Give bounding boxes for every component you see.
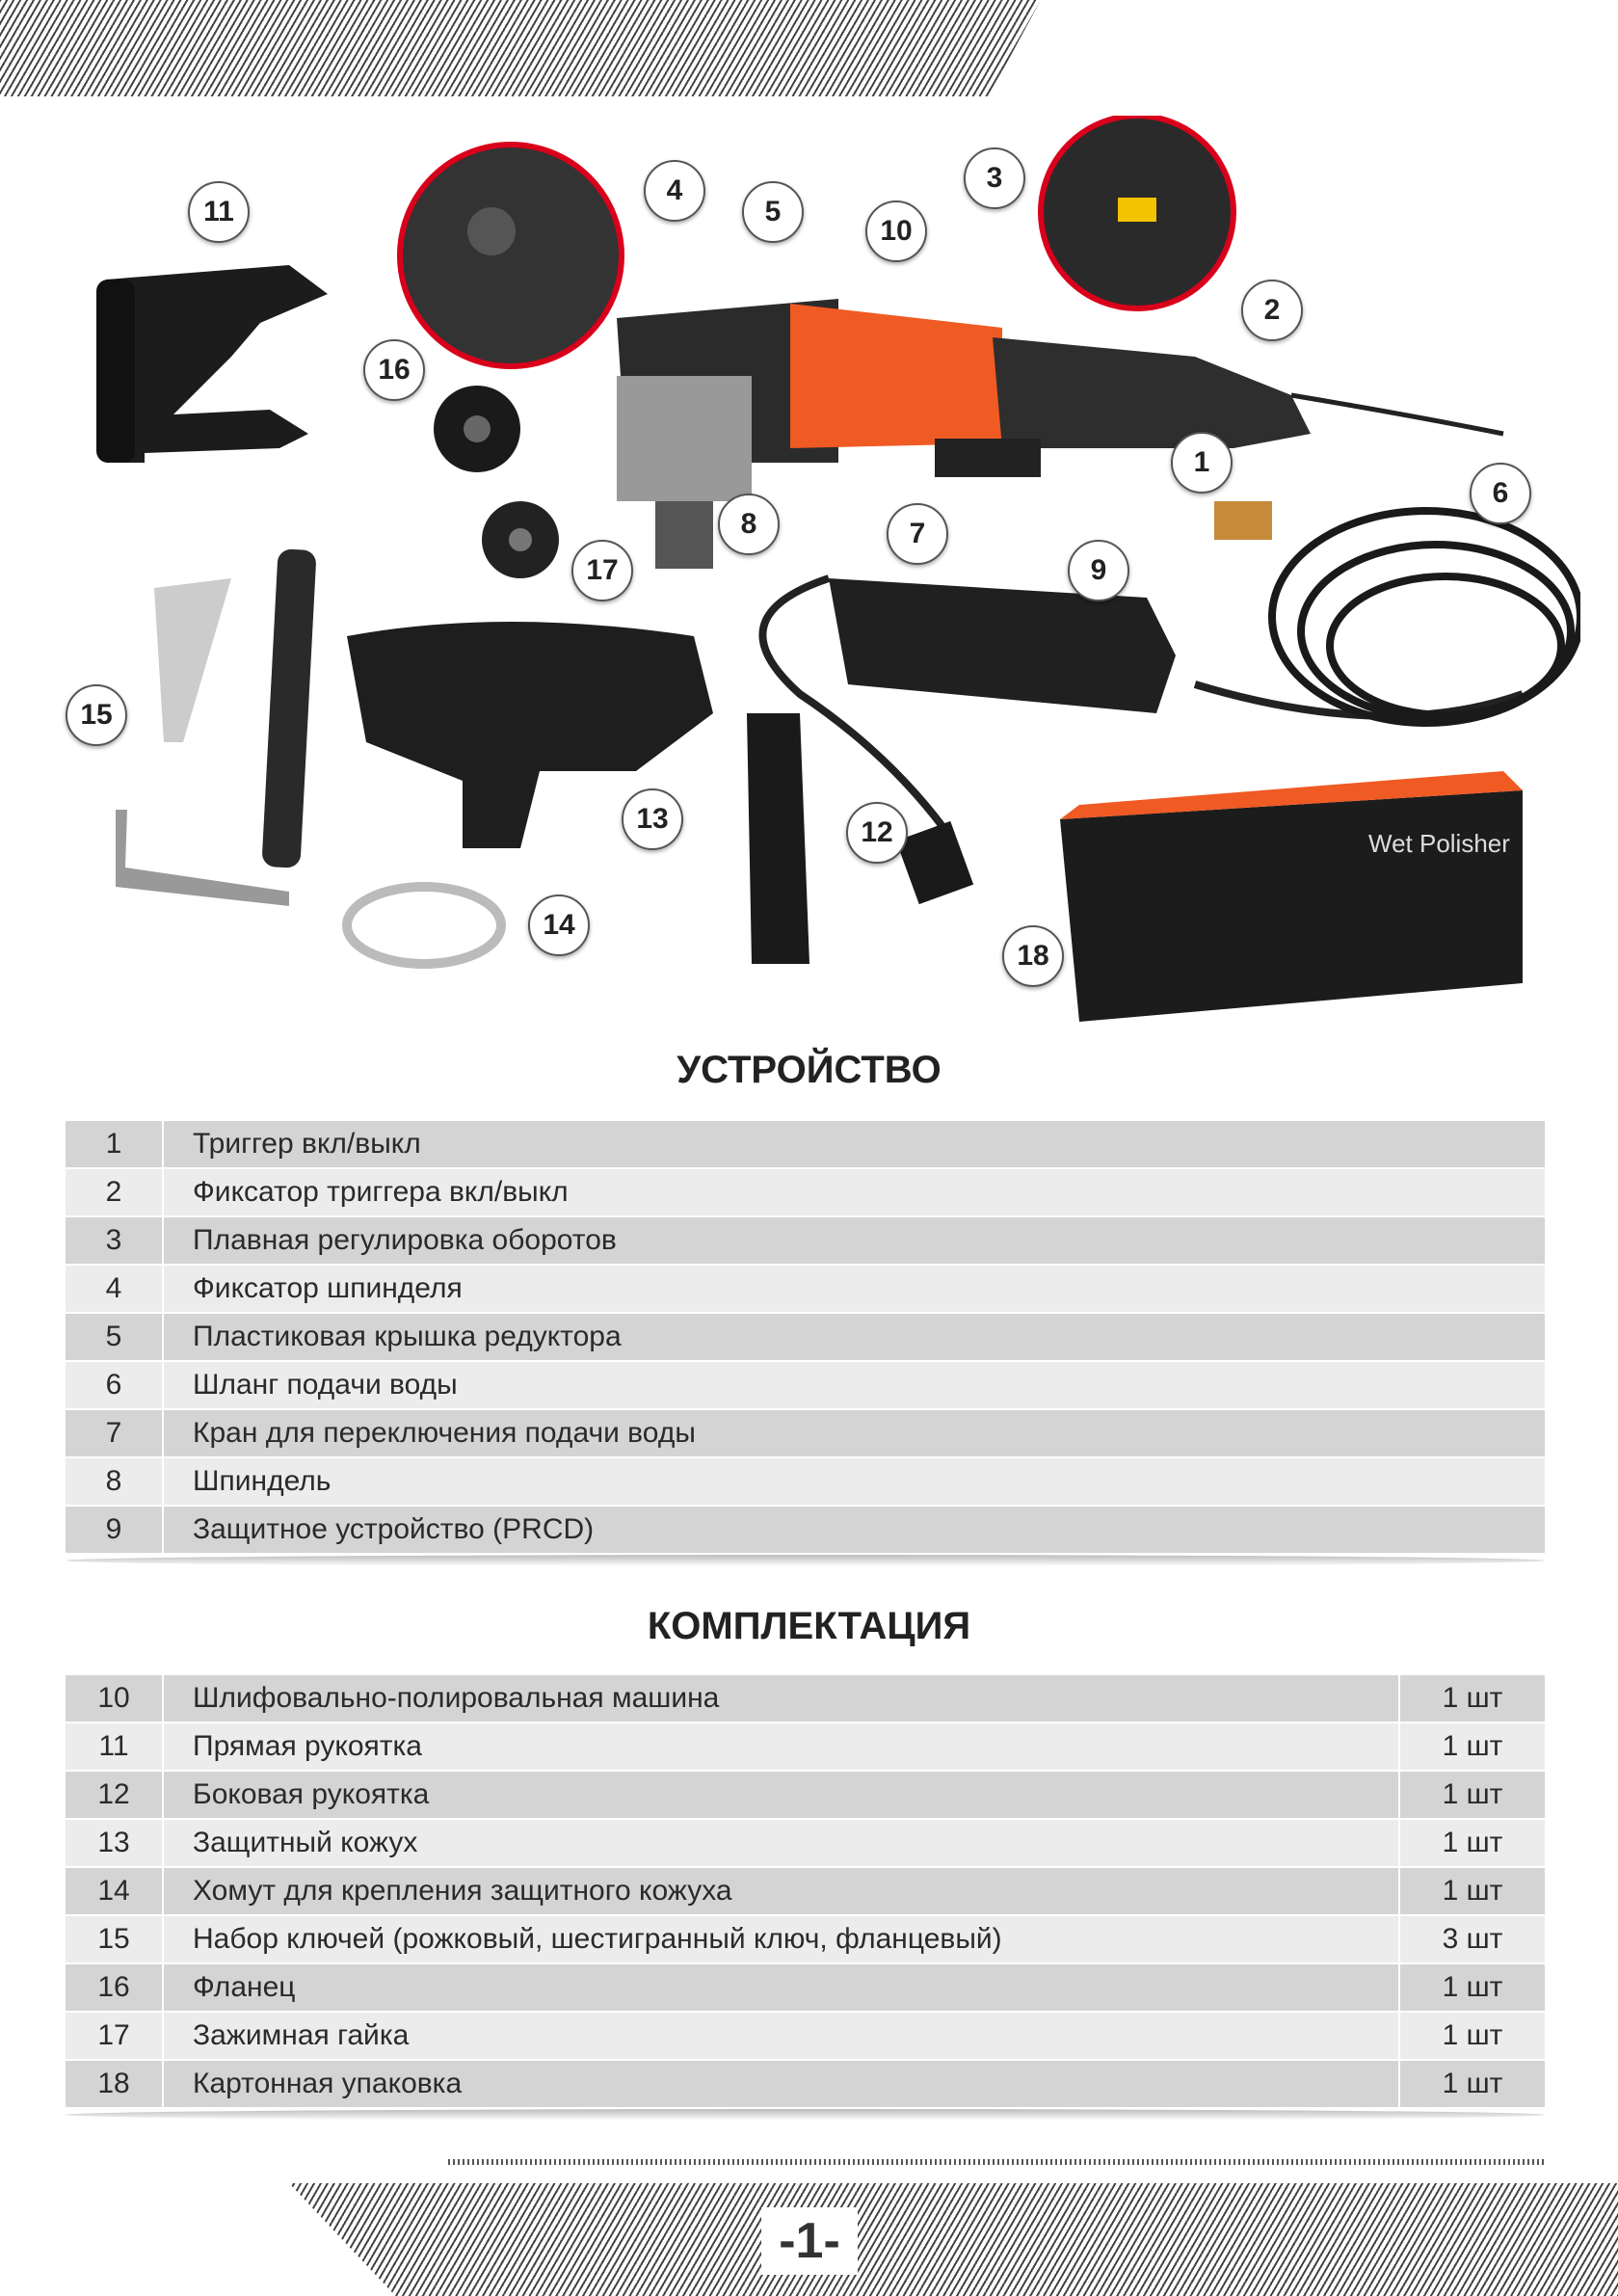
callout-16: 16 bbox=[363, 339, 425, 401]
row-text: Зажимная гайка bbox=[193, 2019, 410, 2051]
row-quantity: 1 шт bbox=[1398, 1772, 1545, 1818]
row-quantity: 1 шт bbox=[1398, 2061, 1545, 2107]
row-number: 16 bbox=[66, 1964, 164, 2011]
row-text: Фиксатор шпинделя bbox=[193, 1272, 463, 1304]
row-quantity: 1 шт bbox=[1398, 1723, 1545, 1770]
row-text: Пластиковая крышка редуктора bbox=[193, 1321, 622, 1352]
row-text: Фланец bbox=[193, 1971, 296, 2003]
row-text: Защитное устройство (PRCD) bbox=[193, 1513, 595, 1545]
table-row bbox=[66, 1410, 1545, 1458]
table-row bbox=[66, 1362, 1545, 1410]
row-number: 4 bbox=[66, 1266, 164, 1312]
bottom-hatch-band bbox=[289, 2183, 1618, 2296]
device-section-title: УСТРОЙСТВО bbox=[676, 1049, 942, 1091]
callout-18: 18 bbox=[1002, 925, 1064, 987]
table-row bbox=[66, 1675, 1545, 1723]
table-shadow bbox=[66, 2109, 1545, 2121]
row-text: Кран для переключения подачи воды bbox=[193, 1417, 696, 1449]
callout-3: 3 bbox=[964, 147, 1025, 209]
row-number: 12 bbox=[66, 1772, 164, 1818]
callout-1: 1 bbox=[1171, 432, 1233, 494]
table-row bbox=[66, 2013, 1545, 2061]
row-number: 3 bbox=[66, 1217, 164, 1264]
product-illustration bbox=[39, 116, 1580, 1031]
row-text: Фиксатор триггера вкл/выкл bbox=[193, 1176, 569, 1208]
row-number: 8 bbox=[66, 1458, 164, 1505]
table-row bbox=[66, 1217, 1545, 1266]
row-number: 5 bbox=[66, 1314, 164, 1360]
table-shadow bbox=[66, 1555, 1545, 1566]
kit-section-title: КОМПЛЕКТАЦИЯ bbox=[647, 1605, 971, 1647]
row-number: 2 bbox=[66, 1169, 164, 1215]
callout-14: 14 bbox=[528, 894, 590, 956]
row-text: Шлифовально-полировальная машина bbox=[193, 1682, 720, 1714]
row-quantity: 1 шт bbox=[1398, 1675, 1545, 1722]
callout-4: 4 bbox=[644, 160, 705, 222]
footer-dotted-line bbox=[448, 2159, 1547, 2165]
row-number: 17 bbox=[66, 2013, 164, 2059]
table-row bbox=[66, 1314, 1545, 1362]
row-quantity: 1 шт bbox=[1398, 2013, 1545, 2059]
row-number: 14 bbox=[66, 1868, 164, 1914]
table-row bbox=[66, 1916, 1545, 1964]
callout-9: 9 bbox=[1068, 540, 1129, 601]
kit-table bbox=[66, 1675, 1545, 2121]
box-label: Wet Polisher bbox=[1368, 829, 1510, 858]
table-row bbox=[66, 1458, 1545, 1507]
row-text: Защитный кожух bbox=[193, 1827, 418, 1858]
table-row bbox=[66, 1266, 1545, 1314]
row-number: 15 bbox=[66, 1916, 164, 1962]
table-row bbox=[66, 1772, 1545, 1820]
row-text: Хомут для крепления защитного кожуха bbox=[193, 1875, 732, 1907]
callout-10: 10 bbox=[865, 200, 927, 262]
table-row bbox=[66, 1820, 1545, 1868]
zoom-circle-spindle-lock bbox=[400, 145, 622, 366]
callout-5: 5 bbox=[742, 181, 804, 243]
page-number: -1- bbox=[761, 2207, 858, 2275]
table-row bbox=[66, 1169, 1545, 1217]
straight-handle-drawing bbox=[96, 265, 328, 463]
row-quantity: 1 шт bbox=[1398, 1964, 1545, 2011]
row-text: Прямая рукоятка bbox=[193, 1730, 422, 1762]
callout-2: 2 bbox=[1241, 280, 1303, 341]
table-row bbox=[66, 2061, 1545, 2109]
row-text: Шпиндель bbox=[193, 1465, 332, 1497]
callout-7: 7 bbox=[887, 503, 948, 565]
row-text: Набор ключей (рожковый, шестигранный ключ, фланцевый) bbox=[193, 1923, 1002, 1955]
row-text: Триггер вкл/выкл bbox=[193, 1128, 421, 1160]
device-table bbox=[66, 1121, 1545, 1566]
callout-6: 6 bbox=[1470, 463, 1531, 524]
row-number: 18 bbox=[66, 2061, 164, 2107]
callout-11: 11 bbox=[188, 181, 250, 243]
parts-drawing bbox=[39, 116, 1580, 1031]
table-row bbox=[66, 1507, 1545, 1555]
top-hatch-band bbox=[0, 0, 1041, 96]
table-row bbox=[66, 1964, 1545, 2013]
table-row bbox=[66, 1868, 1545, 1916]
row-number: 7 bbox=[66, 1410, 164, 1456]
row-quantity: 3 шт bbox=[1398, 1916, 1545, 1962]
row-quantity: 1 шт bbox=[1398, 1820, 1545, 1866]
table-row bbox=[66, 1723, 1545, 1772]
row-text: Шланг подачи воды bbox=[193, 1369, 458, 1401]
callout-12: 12 bbox=[846, 802, 908, 864]
callout-17: 17 bbox=[571, 540, 633, 601]
row-text: Боковая рукоятка bbox=[193, 1778, 430, 1810]
row-text: Картонная упаковка bbox=[193, 2068, 463, 2099]
row-number: 10 bbox=[66, 1675, 164, 1722]
callout-13: 13 bbox=[622, 788, 683, 850]
row-number: 13 bbox=[66, 1820, 164, 1866]
table-row bbox=[66, 1121, 1545, 1169]
row-number: 9 bbox=[66, 1507, 164, 1553]
row-number: 1 bbox=[66, 1121, 164, 1167]
row-number: 11 bbox=[66, 1723, 164, 1770]
row-text: Плавная регулировка оборотов bbox=[193, 1224, 617, 1256]
callout-8: 8 bbox=[718, 494, 780, 555]
row-number: 6 bbox=[66, 1362, 164, 1408]
row-quantity: 1 шт bbox=[1398, 1868, 1545, 1914]
callout-15: 15 bbox=[66, 684, 127, 746]
